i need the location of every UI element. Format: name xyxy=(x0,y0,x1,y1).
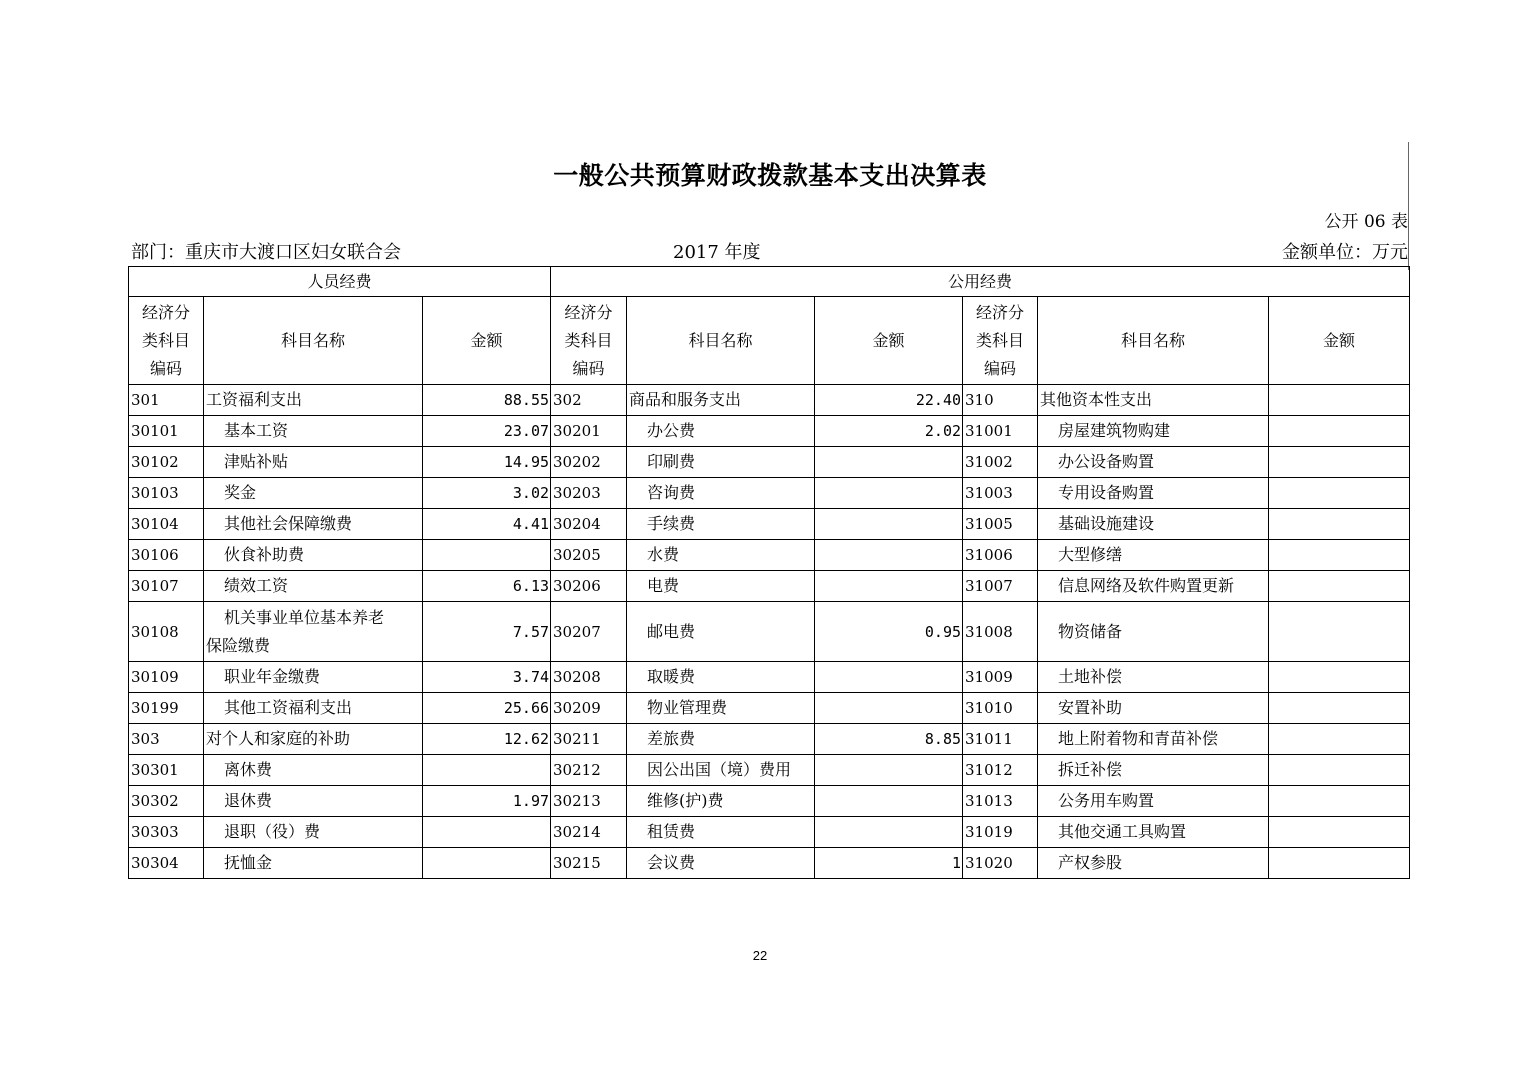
group-personnel: 人员经费 xyxy=(129,267,551,297)
name-cell: 土地补偿 xyxy=(1038,662,1269,693)
name-line-1: 机关事业单位基本养老 xyxy=(224,607,385,627)
code-cell: 31019 xyxy=(963,817,1038,848)
amount-cell: 3.02 xyxy=(423,478,551,509)
amount-cell xyxy=(815,540,963,571)
amount-cell xyxy=(1269,848,1410,879)
header-code-text: 经济分 类科目 编码 xyxy=(564,302,613,378)
name-cell: 会议费 xyxy=(627,848,815,879)
code-cell: 302 xyxy=(551,385,627,416)
amount-cell xyxy=(1269,571,1410,602)
code-cell: 30209 xyxy=(551,693,627,724)
name-cell: 伙食补助费 xyxy=(204,540,423,571)
name-cell: 差旅费 xyxy=(627,724,815,755)
amount-cell xyxy=(423,755,551,786)
fiscal-year: 2017 年度 xyxy=(673,242,761,263)
amount-cell: 23.07 xyxy=(423,416,551,447)
amount-cell xyxy=(1269,724,1410,755)
department-label: 部门：重庆市大渡口区妇女联合会 xyxy=(131,242,401,263)
name-cell: 办公设备购置 xyxy=(1038,447,1269,478)
amount-cell xyxy=(815,478,963,509)
amount-unit: 金额单位：万元 xyxy=(1282,242,1408,263)
code-cell: 30301 xyxy=(129,755,204,786)
code-cell: 30303 xyxy=(129,817,204,848)
name-cell: 工资福利支出 xyxy=(204,385,423,416)
name-cell: 因公出国（境）费用 xyxy=(627,755,815,786)
name-cell: 邮电费 xyxy=(627,602,815,662)
table-row xyxy=(129,693,1410,724)
amount-cell: 0.95 xyxy=(815,602,963,662)
code-cell: 301 xyxy=(129,385,204,416)
amount-cell xyxy=(1269,509,1410,540)
code-cell: 30202 xyxy=(551,447,627,478)
code-cell: 30199 xyxy=(129,693,204,724)
amount-cell xyxy=(815,447,963,478)
name-cell: 物业管理费 xyxy=(627,693,815,724)
header-name: 科目名称 xyxy=(204,297,423,385)
name-cell: 水费 xyxy=(627,540,815,571)
header-amount: 金额 xyxy=(815,297,963,385)
table-row xyxy=(129,817,1410,848)
amount-cell: 2.02 xyxy=(815,416,963,447)
table-row xyxy=(129,662,1410,693)
column-header-row xyxy=(129,297,1410,385)
code-cell: 30204 xyxy=(551,509,627,540)
name-cell: 咨询费 xyxy=(627,478,815,509)
name-cell: 退休费 xyxy=(204,786,423,817)
name-cell: 绩效工资 xyxy=(204,571,423,602)
code-cell: 30215 xyxy=(551,848,627,879)
amount-cell xyxy=(1269,416,1410,447)
name-cell: 商品和服务支出 xyxy=(627,385,815,416)
form-number: 公开 06 表 xyxy=(1324,212,1408,232)
name-cell xyxy=(204,602,423,662)
code-cell: 30101 xyxy=(129,416,204,447)
name-cell: 地上附着物和青苗补偿 xyxy=(1038,724,1269,755)
code-cell: 310 xyxy=(963,385,1038,416)
code-cell: 30304 xyxy=(129,848,204,879)
table-row xyxy=(129,786,1410,817)
name-cell: 津贴补贴 xyxy=(204,447,423,478)
code-cell: 30205 xyxy=(551,540,627,571)
amount-cell xyxy=(1269,540,1410,571)
amount-cell xyxy=(815,786,963,817)
amount-cell: 7.57 xyxy=(423,602,551,662)
code-cell: 30211 xyxy=(551,724,627,755)
name-cell: 其他工资福利支出 xyxy=(204,693,423,724)
amount-cell xyxy=(423,817,551,848)
amount-cell: 1 xyxy=(815,848,963,879)
code-cell: 30214 xyxy=(551,817,627,848)
amount-cell xyxy=(815,817,963,848)
name-cell: 办公费 xyxy=(627,416,815,447)
name-cell: 拆迁补偿 xyxy=(1038,755,1269,786)
name-line-2: 保险缴费 xyxy=(206,635,271,655)
code-cell: 30107 xyxy=(129,571,204,602)
amount-cell xyxy=(1269,817,1410,848)
amount-cell: 12.62 xyxy=(423,724,551,755)
name-cell: 离休费 xyxy=(204,755,423,786)
code-cell: 31009 xyxy=(963,662,1038,693)
table-row xyxy=(129,755,1410,786)
name-cell: 奖金 xyxy=(204,478,423,509)
amount-cell xyxy=(815,693,963,724)
name-cell: 取暖费 xyxy=(627,662,815,693)
code-cell: 303 xyxy=(129,724,204,755)
name-cell: 对个人和家庭的补助 xyxy=(204,724,423,755)
name-cell: 大型修缮 xyxy=(1038,540,1269,571)
code-cell: 31002 xyxy=(963,447,1038,478)
name-cell: 其他资本性支出 xyxy=(1038,385,1269,416)
code-cell: 30212 xyxy=(551,755,627,786)
table-row xyxy=(129,385,1410,416)
amount-cell: 3.74 xyxy=(423,662,551,693)
name-cell: 安置补助 xyxy=(1038,693,1269,724)
amount-cell: 8.85 xyxy=(815,724,963,755)
name-cell: 租赁费 xyxy=(627,817,815,848)
amount-cell: 88.55 xyxy=(423,385,551,416)
code-cell: 30102 xyxy=(129,447,204,478)
amount-cell xyxy=(815,755,963,786)
amount-cell xyxy=(1269,478,1410,509)
code-cell: 31001 xyxy=(963,416,1038,447)
code-cell: 30108 xyxy=(129,602,204,662)
table-row xyxy=(129,848,1410,879)
amount-cell xyxy=(1269,447,1410,478)
header-code xyxy=(963,297,1038,385)
amount-cell: 14.95 xyxy=(423,447,551,478)
header-name: 科目名称 xyxy=(1038,297,1269,385)
name-cell: 基础设施建设 xyxy=(1038,509,1269,540)
code-cell: 31007 xyxy=(963,571,1038,602)
table-row xyxy=(129,602,1410,662)
amount-cell xyxy=(815,571,963,602)
name-cell: 职业年金缴费 xyxy=(204,662,423,693)
header-code-text: 经济分 类科目 编码 xyxy=(141,302,190,378)
table-row xyxy=(129,540,1410,571)
header-name: 科目名称 xyxy=(627,297,815,385)
name-cell: 房屋建筑物购建 xyxy=(1038,416,1269,447)
code-cell: 30206 xyxy=(551,571,627,602)
code-cell: 31020 xyxy=(963,848,1038,879)
name-cell: 物资储备 xyxy=(1038,602,1269,662)
amount-cell xyxy=(1269,693,1410,724)
amount-cell xyxy=(1269,755,1410,786)
name-cell: 抚恤金 xyxy=(204,848,423,879)
code-cell: 30103 xyxy=(129,478,204,509)
amount-cell: 6.13 xyxy=(423,571,551,602)
table-row xyxy=(129,571,1410,602)
page-number: 22 xyxy=(752,948,768,963)
name-cell: 专用设备购置 xyxy=(1038,478,1269,509)
header-amount: 金额 xyxy=(423,297,551,385)
name-cell: 其他社会保障缴费 xyxy=(204,509,423,540)
amount-cell xyxy=(1269,662,1410,693)
code-cell: 30109 xyxy=(129,662,204,693)
amount-cell: 4.41 xyxy=(423,509,551,540)
amount-cell xyxy=(423,540,551,571)
code-cell: 30201 xyxy=(551,416,627,447)
header-code xyxy=(551,297,627,385)
amount-cell: 25.66 xyxy=(423,693,551,724)
code-cell: 30207 xyxy=(551,602,627,662)
table-row xyxy=(129,447,1410,478)
group-header-row xyxy=(129,267,1410,297)
table-row xyxy=(129,478,1410,509)
code-cell: 31011 xyxy=(963,724,1038,755)
code-cell: 30106 xyxy=(129,540,204,571)
amount-cell xyxy=(1269,602,1410,662)
amount-cell: 22.40 xyxy=(815,385,963,416)
name-cell: 产权参股 xyxy=(1038,848,1269,879)
name-cell: 手续费 xyxy=(627,509,815,540)
amount-cell xyxy=(815,662,963,693)
code-cell: 31005 xyxy=(963,509,1038,540)
name-cell: 基本工资 xyxy=(204,416,423,447)
code-cell: 31008 xyxy=(963,602,1038,662)
name-cell: 其他交通工具购置 xyxy=(1038,817,1269,848)
name-cell: 退职（役）费 xyxy=(204,817,423,848)
code-cell: 31003 xyxy=(963,478,1038,509)
header-code xyxy=(129,297,204,385)
code-cell: 31012 xyxy=(963,755,1038,786)
name-cell: 公务用车购置 xyxy=(1038,786,1269,817)
code-cell: 30302 xyxy=(129,786,204,817)
amount-cell xyxy=(1269,385,1410,416)
table-row xyxy=(129,509,1410,540)
code-cell: 31013 xyxy=(963,786,1038,817)
name-cell: 印刷费 xyxy=(627,447,815,478)
amount-cell: 1.97 xyxy=(423,786,551,817)
code-cell: 30208 xyxy=(551,662,627,693)
header-code-text: 经济分 类科目 编码 xyxy=(976,302,1025,378)
table-row xyxy=(129,724,1410,755)
group-public: 公用经费 xyxy=(551,267,1410,297)
amount-cell xyxy=(423,848,551,879)
expenditure-table xyxy=(128,266,1410,879)
name-cell: 维修(护)费 xyxy=(627,786,815,817)
code-cell: 30104 xyxy=(129,509,204,540)
page-title: 一般公共预算财政拨款基本支出决算表 xyxy=(553,161,987,190)
code-cell: 31010 xyxy=(963,693,1038,724)
amount-cell xyxy=(1269,786,1410,817)
table-row xyxy=(129,416,1410,447)
amount-cell xyxy=(815,509,963,540)
code-cell: 31006 xyxy=(963,540,1038,571)
name-cell: 电费 xyxy=(627,571,815,602)
header-amount: 金额 xyxy=(1269,297,1410,385)
name-cell: 信息网络及软件购置更新 xyxy=(1038,571,1269,602)
code-cell: 30203 xyxy=(551,478,627,509)
code-cell: 30213 xyxy=(551,786,627,817)
